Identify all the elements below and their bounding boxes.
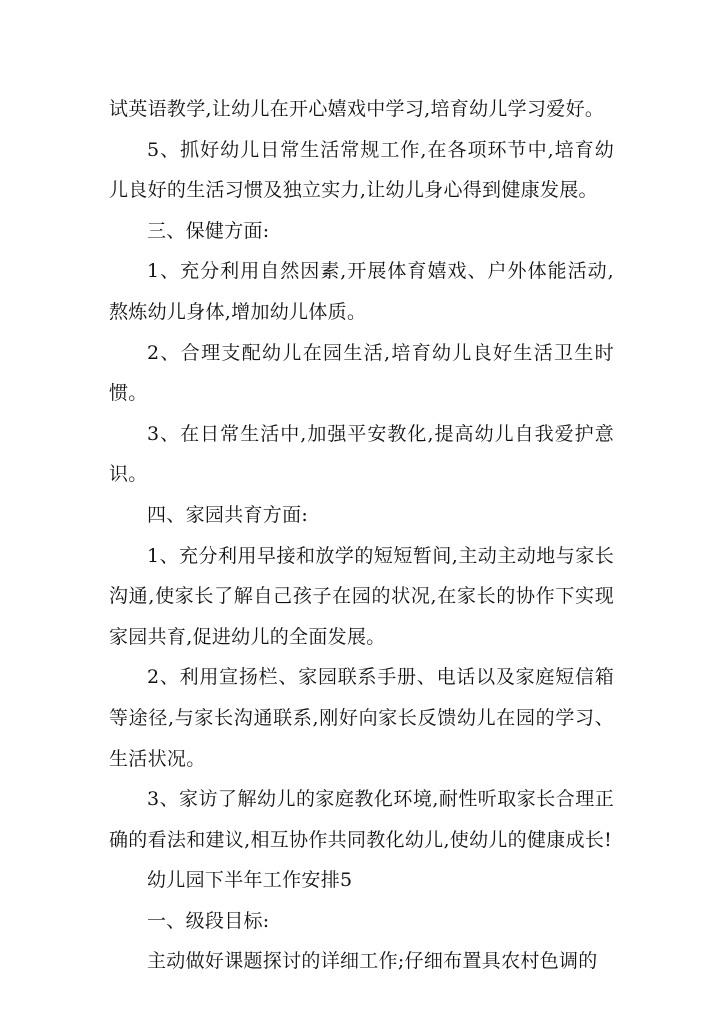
paragraph-health-2: 2、合理支配幼儿在园生活,培育幼儿良好生活卫生时惯。 — [109, 341, 614, 405]
paragraph-home-school-2: 2、利用宣扬栏、家园联系手册、电话以及家庭短信箱等途径,与家长沟通联系,刚好向家长反馈幼儿在园的学习、生活状况。 — [109, 666, 614, 770]
paragraph-home-school-1: 1、充分利用早接和放学的短短暂间,主动主动地与家长沟通,使家长了解自己孩子在园的状况,在家长的协作下实现家园共育,促进幼儿的全面发展。 — [109, 544, 614, 648]
paragraph-item-5: 5、抓好幼儿日常生活常规工作,在各项环节中,培育幼儿良好的生活习惯及独立实力,让幼儿身心得到健康发展。 — [109, 138, 614, 202]
paragraph-health-3: 3、在日常生活中,加强平安教化,提高幼儿自我爱护意识。 — [109, 422, 614, 486]
section-heading-home-school: 四、家园共育方面: — [147, 503, 309, 526]
paragraph-grade-goals: 主动做好课题探讨的详细工作;仔细布置具农村色调的 — [147, 950, 598, 973]
paragraph-continuation: 试英语教学,让幼儿在开心嬉戏中学习,培育幼儿学习爱好。 — [109, 98, 605, 120]
section-heading-grade-goals: 一、级段目标: — [147, 909, 270, 932]
paragraph-health-1: 1、充分利用自然因素,开展体育嬉戏、户外体能活动,熬炼幼儿身体,增加幼儿体质。 — [109, 260, 614, 323]
section-heading-health: 三、保健方面: — [147, 219, 270, 242]
paragraph-home-school-3: 3、家访了解幼儿的家庭教化环境,耐性听取家长合理正确的看法和建议,相互协作共同教化幼儿,使幼儿的健康成长! — [109, 788, 614, 851]
document-section-title: 幼儿园下半年工作安排5 — [147, 869, 353, 892]
document-body — [109, 89, 614, 982]
